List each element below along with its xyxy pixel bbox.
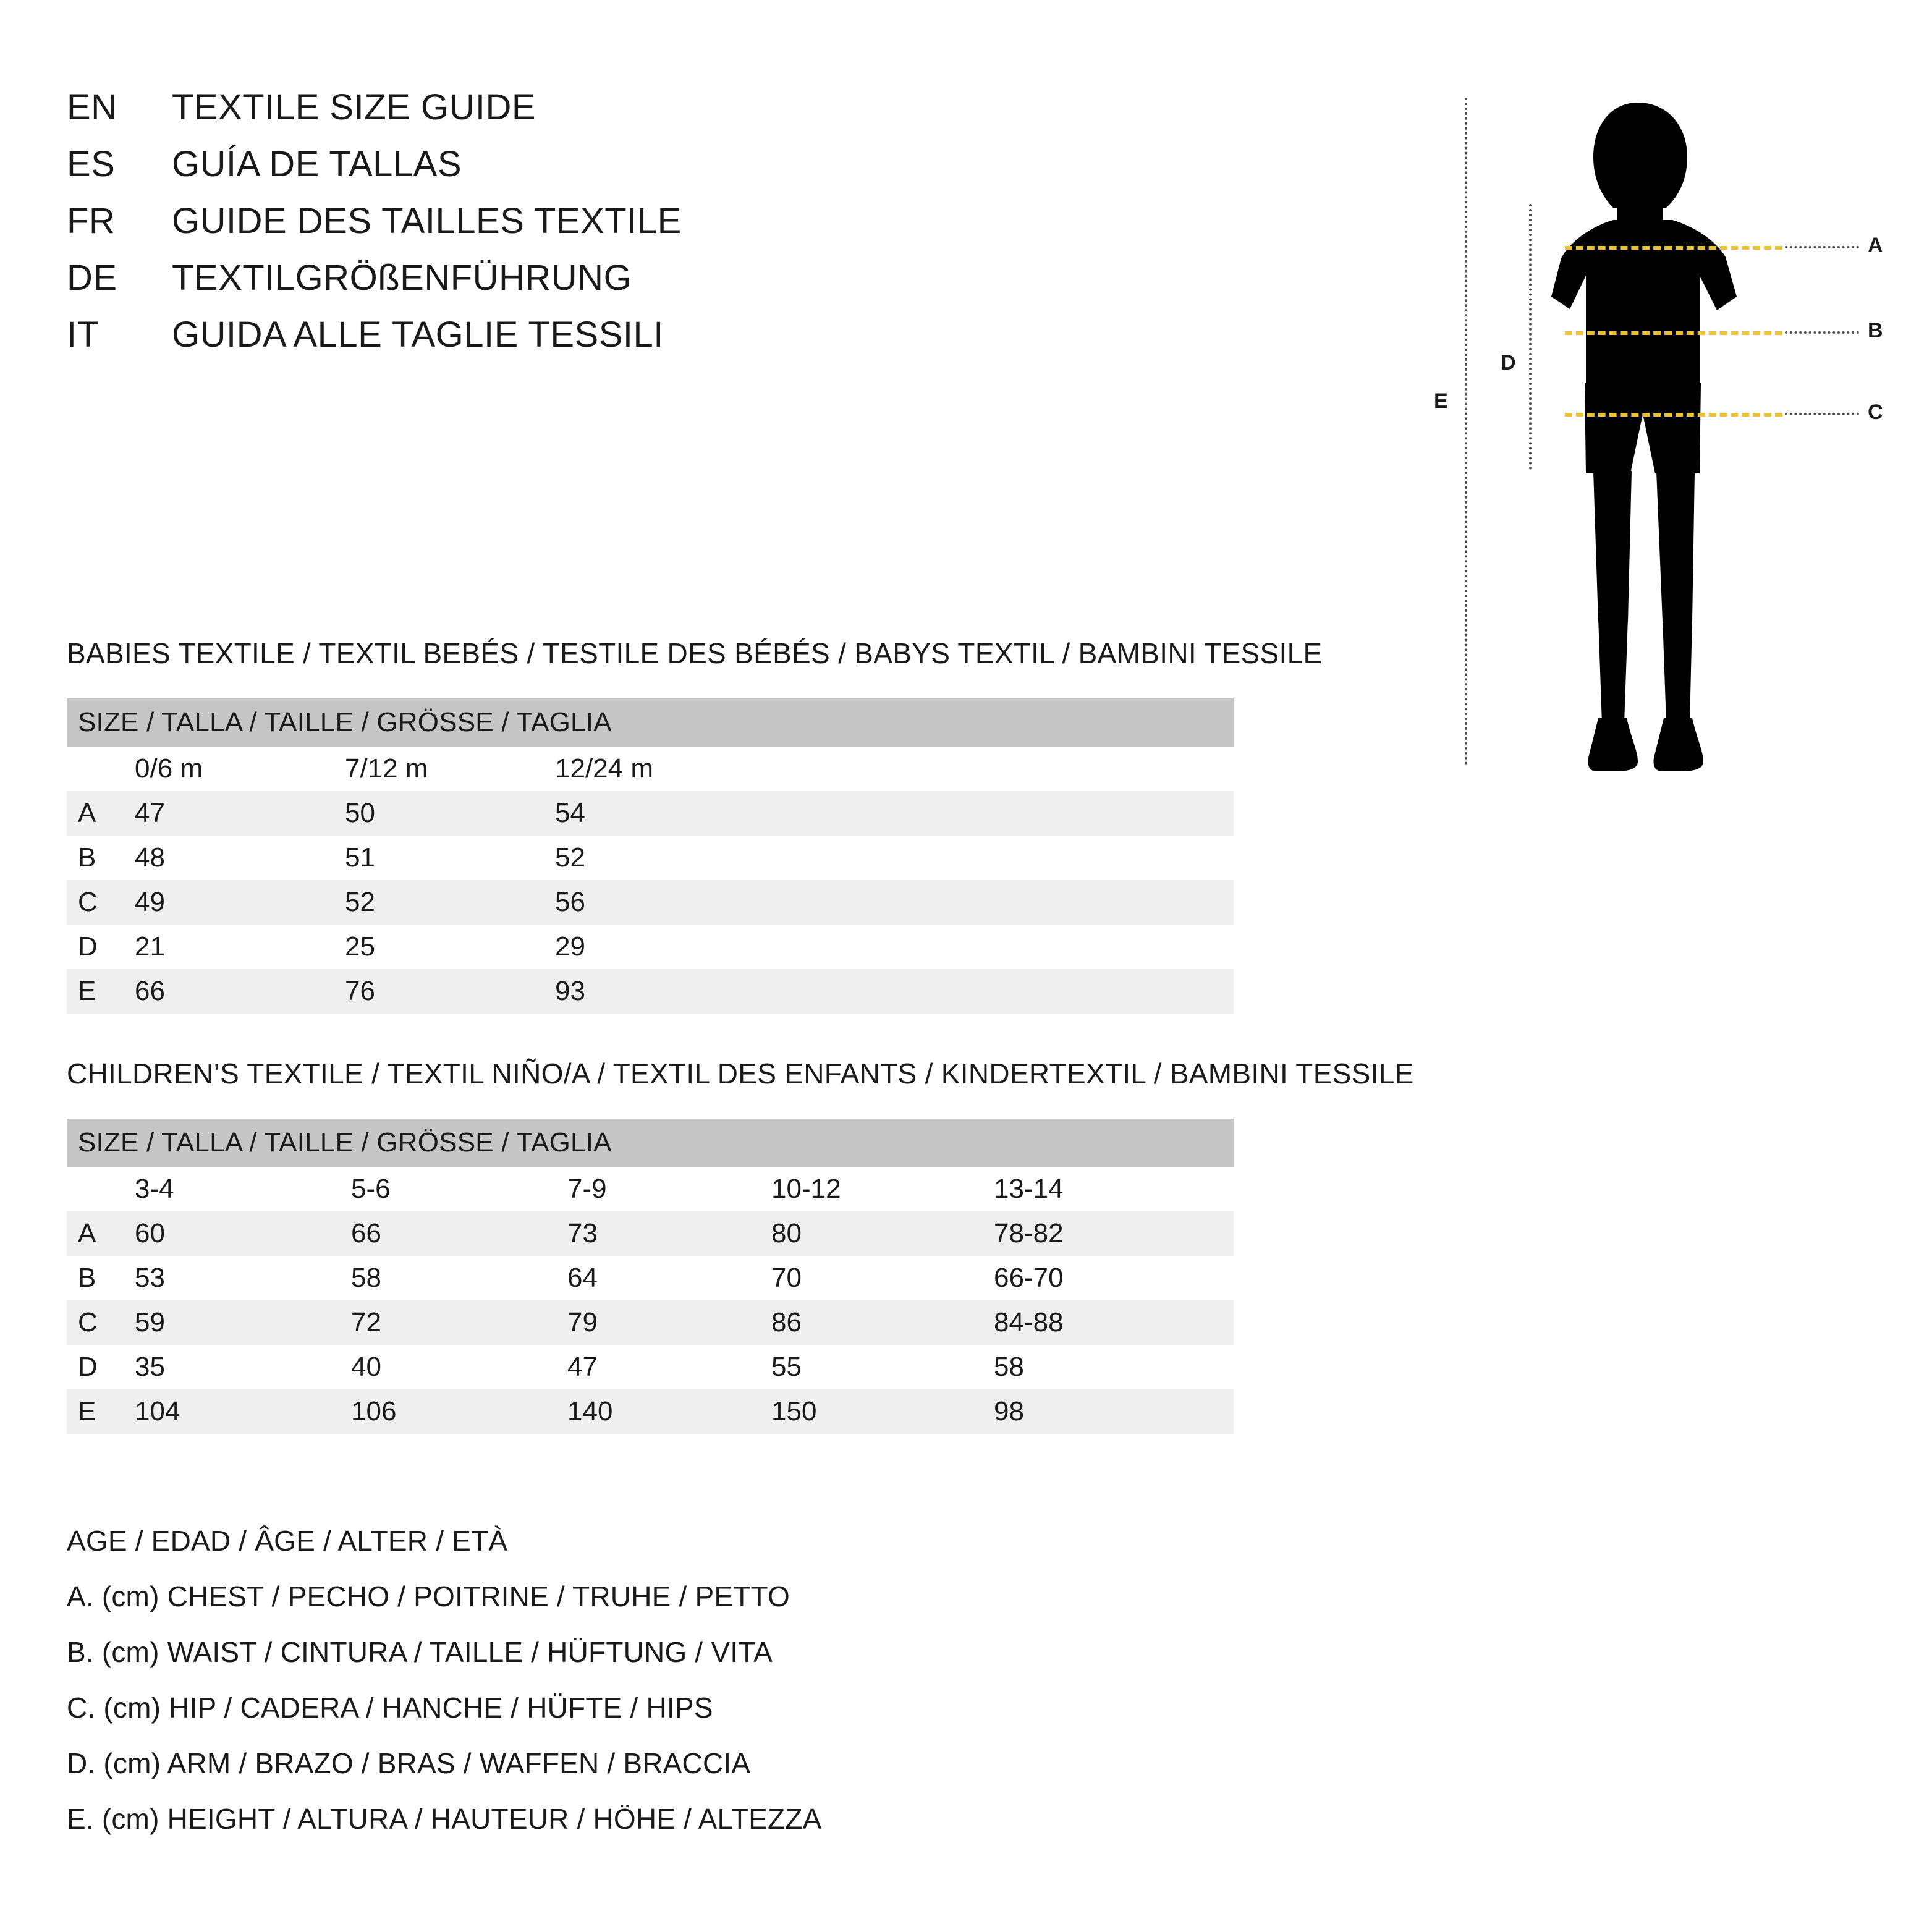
row-label: E — [67, 969, 135, 1014]
row-label: B — [78, 1263, 96, 1293]
language-code: DE — [67, 258, 117, 298]
cell-value: 60 — [135, 1211, 351, 1256]
child-silhouette-icon — [1545, 93, 1805, 779]
table-row — [67, 1389, 1234, 1434]
cell-value: 86 — [771, 1300, 994, 1345]
cell-value: 76 — [345, 969, 555, 1014]
cell-value: 51 — [345, 842, 375, 873]
children-section-title: CHILDREN’S TEXTILE / TEXTIL NIÑO/A / TEXTIL DES ENFANTS / KINDERTEXTIL / BAMBINI TESSILE — [67, 1057, 1414, 1090]
table-row — [67, 880, 1234, 925]
waist-leader-line-b — [1785, 331, 1859, 334]
language-code: FR — [67, 201, 116, 241]
language-code: ES — [67, 144, 116, 184]
children-band-label: SIZE / TALLA / TAILLE / GRÖSSE / TAGLIA — [67, 1119, 1234, 1167]
column-header: 12/24 m — [555, 753, 653, 784]
cell-value: 35 — [135, 1352, 165, 1382]
column-header: 0/6 m — [135, 753, 203, 784]
cell-value: 49 — [135, 880, 345, 925]
row-label: A — [67, 791, 135, 836]
column-header: 7-9 — [567, 1174, 607, 1204]
figure-label-b: B — [1868, 319, 1883, 342]
cell-value: 58 — [351, 1263, 381, 1293]
cell-value: 98 — [994, 1389, 1234, 1434]
cell-value: 106 — [351, 1389, 567, 1434]
cell-value: 150 — [771, 1389, 994, 1434]
legend-age: AGE / EDAD / ÂGE / ALTER / ETÀ — [67, 1525, 508, 1557]
language-title: GUÍA DE TALLAS — [172, 144, 462, 184]
table-row — [67, 1211, 1234, 1256]
row-label: C — [67, 880, 135, 925]
cell-value: 47 — [135, 791, 345, 836]
legend-hip: C. (cm) HIP / CADERA / HANCHE / HÜFTE / HIPS — [67, 1692, 713, 1724]
column-header: 10-12 — [771, 1174, 841, 1204]
cell-value: 104 — [135, 1389, 351, 1434]
babies-band-label: SIZE / TALLA / TAILLE / GRÖSSE / TAGLIA — [67, 698, 1234, 747]
table-row — [67, 1300, 1234, 1345]
language-title: GUIDE DES TAILLES TEXTILE — [172, 201, 682, 241]
row-label: D — [78, 1352, 98, 1382]
corner-cell — [67, 1167, 135, 1211]
table-band-row — [67, 1119, 1234, 1167]
table-band-row — [67, 698, 1234, 747]
babies-size-table — [67, 698, 1234, 1014]
babies-section-title: BABIES TEXTILE / TEXTIL BEBÉS / TESTILE DES BÉBÉS / BABYS TEXTIL / BAMBINI TESSILE — [67, 637, 1323, 669]
cell-value: 93 — [555, 969, 1234, 1014]
cell-value: 80 — [771, 1211, 994, 1256]
row-label: A — [67, 1211, 135, 1256]
cell-value: 50 — [345, 791, 555, 836]
language-code: IT — [67, 315, 100, 355]
cell-value: 52 — [555, 842, 585, 873]
legend-chest: A. (cm) CHEST / PECHO / POITRINE / TRUHE / PETTO — [67, 1580, 790, 1612]
measurement-figure — [1397, 87, 1883, 779]
cell-value: 56 — [555, 880, 1234, 925]
column-header: 7/12 m — [345, 753, 428, 784]
cell-value: 21 — [135, 931, 165, 962]
cell-value: 79 — [567, 1300, 771, 1345]
arm-guide-line-d — [1529, 204, 1532, 470]
language-row-fr — [67, 200, 1117, 257]
corner-cell — [67, 747, 135, 791]
cell-value: 72 — [351, 1300, 567, 1345]
cell-value: 66 — [135, 969, 345, 1014]
language-title-list — [67, 87, 1117, 371]
table-row — [67, 925, 1234, 969]
cell-value: 84-88 — [994, 1300, 1234, 1345]
row-label: B — [78, 842, 96, 873]
table-header-row — [67, 747, 1234, 791]
language-row-de — [67, 257, 1117, 314]
column-header: 13-14 — [994, 1174, 1064, 1204]
hip-measure-line-c — [1565, 413, 1782, 417]
table-row — [67, 791, 1234, 836]
column-header: 5-6 — [351, 1174, 391, 1204]
hip-leader-line-c — [1785, 413, 1859, 415]
cell-value: 64 — [567, 1263, 598, 1293]
language-row-es — [67, 143, 1117, 200]
table-row — [67, 969, 1234, 1014]
cell-value: 53 — [135, 1263, 165, 1293]
cell-value: 47 — [567, 1352, 598, 1382]
cell-value: 29 — [555, 931, 585, 962]
row-label: E — [67, 1389, 135, 1434]
cell-value: 54 — [555, 791, 1234, 836]
language-row-it — [67, 314, 1117, 371]
cell-value: 66 — [351, 1211, 567, 1256]
column-header: 3-4 — [135, 1174, 174, 1204]
table-row — [67, 1345, 1234, 1389]
cell-value: 25 — [345, 931, 375, 962]
chest-leader-line-a — [1785, 246, 1859, 248]
figure-label-c: C — [1868, 400, 1883, 424]
cell-value: 73 — [567, 1211, 771, 1256]
chest-measure-line-a — [1565, 246, 1782, 250]
cell-value: 52 — [345, 880, 555, 925]
cell-value: 70 — [771, 1263, 802, 1293]
measurement-legend — [67, 1527, 822, 1860]
children-size-table — [67, 1119, 1234, 1434]
cell-value: 55 — [771, 1352, 802, 1382]
table-row — [67, 1256, 1234, 1300]
legend-waist: B. (cm) WAIST / CINTURA / TAILLE / HÜFTUNG / VITA — [67, 1636, 773, 1668]
height-guide-line-e — [1465, 98, 1467, 765]
cell-value: 66-70 — [994, 1263, 1064, 1293]
figure-label-a: A — [1868, 234, 1883, 257]
table-row — [67, 836, 1234, 880]
language-code: EN — [67, 87, 117, 127]
figure-label-e: E — [1434, 389, 1448, 413]
waist-measure-line-b — [1565, 331, 1782, 335]
cell-value: 59 — [135, 1300, 351, 1345]
figure-label-d: D — [1501, 351, 1516, 375]
row-label: D — [78, 931, 98, 962]
legend-height: E. (cm) HEIGHT / ALTURA / HAUTEUR / HÖHE / ALTEZZA — [67, 1803, 822, 1835]
cell-value: 40 — [351, 1352, 381, 1382]
legend-arm: D. (cm) ARM / BRAZO / BRAS / WAFFEN / BRACCIA — [67, 1747, 751, 1779]
cell-value: 78-82 — [994, 1211, 1234, 1256]
cell-value: 140 — [567, 1389, 771, 1434]
table-header-row — [67, 1167, 1234, 1211]
cell-value: 58 — [994, 1352, 1024, 1382]
cell-value: 48 — [135, 842, 165, 873]
language-title: TEXTILGRÖßENFÜHRUNG — [172, 258, 632, 298]
language-row-en — [67, 87, 1117, 143]
language-title: GUIDA ALLE TAGLIE TESSILI — [172, 315, 664, 355]
language-title: TEXTILE SIZE GUIDE — [172, 87, 536, 127]
row-label: C — [67, 1300, 135, 1345]
